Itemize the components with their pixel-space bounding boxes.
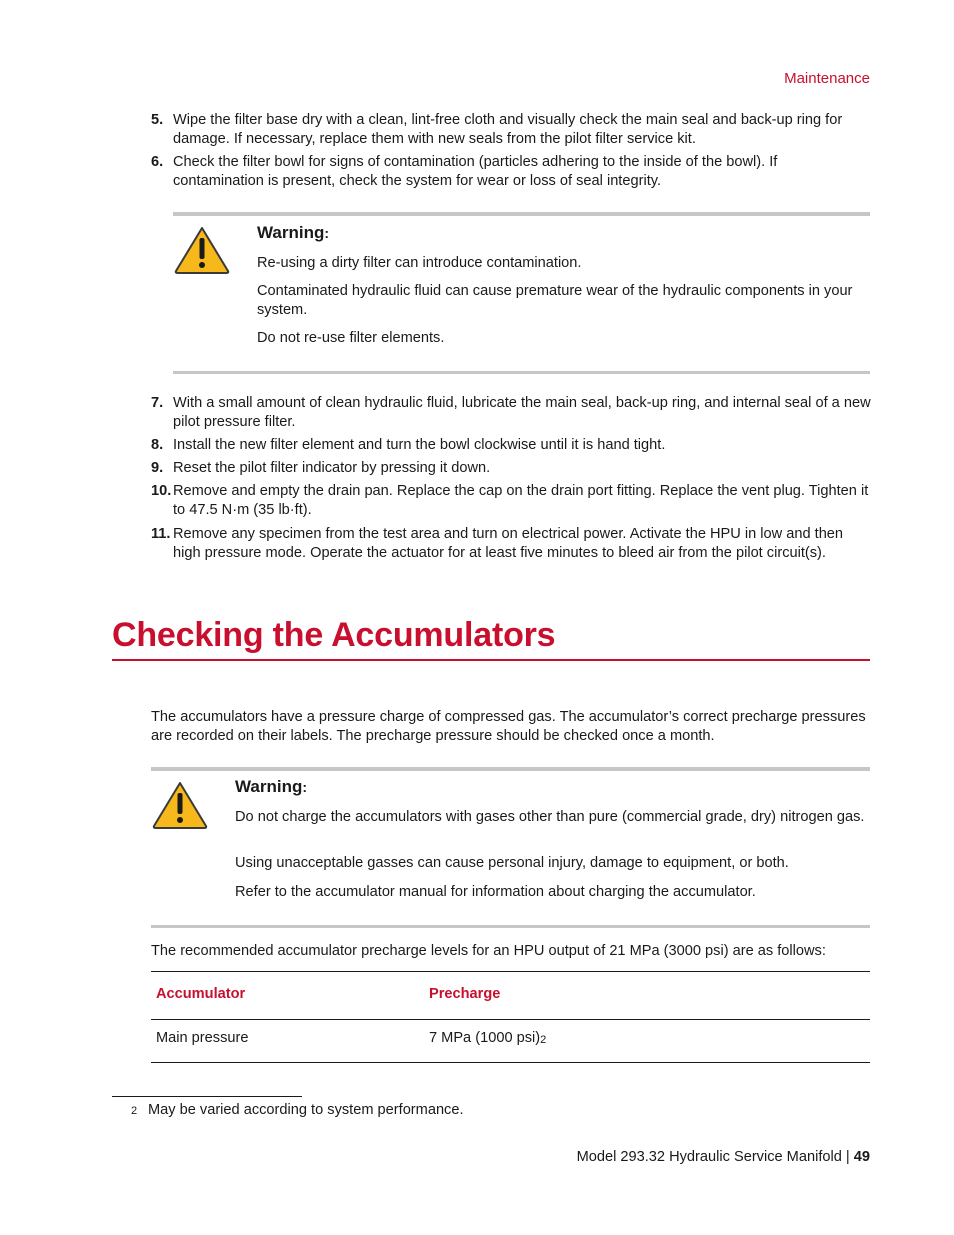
warning-triangle-icon <box>173 225 231 275</box>
step-11 <box>151 525 871 562</box>
warning-line: Re-using a dirty filter can introduce contamination. <box>257 255 582 271</box>
warning-title: Warning: <box>257 223 330 242</box>
step-number: 9. <box>151 460 164 476</box>
step-5 <box>151 111 871 148</box>
step-number: 7. <box>151 395 164 411</box>
warning-top-rule <box>173 212 870 216</box>
table-intro: The recommended accumulator precharge levels for an HPU output of 21 MPa (3000 psi) are as follows: <box>151 943 826 959</box>
step-number: 8. <box>151 437 164 453</box>
table-header-precharge: Precharge <box>429 986 501 1002</box>
warning-title: Warning: <box>235 777 308 796</box>
table-header-accumulator: Accumulator <box>156 986 246 1002</box>
step-text: With a small amount of clean hydraulic fluid, lubricate the main seal, back-up ring, and internal seal of a new pilot pressure filter. <box>173 395 871 430</box>
footnote-ref: 2 <box>540 1034 547 1046</box>
warning-line: Do not charge the accumulators with gases other than pure (commercial grade, dry) nitrogen gas. <box>235 809 865 825</box>
step-9 <box>151 459 871 478</box>
page-footer <box>577 1149 870 1165</box>
section-title: Checking the Accumulators <box>112 616 556 654</box>
footnote-rule <box>112 1096 302 1097</box>
section-title-rule <box>112 659 870 661</box>
table-bottom-rule <box>151 1062 870 1063</box>
step-7 <box>151 394 871 431</box>
table-top-rule <box>151 971 870 972</box>
warning-bottom-rule <box>151 925 870 928</box>
step-text: Remove any specimen from the test area and turn on electrical power. Activate the HPU in low and then high pressure mode. Operate the actuator for at least five minutes to bleed air from the pilot circuit(s). <box>173 526 844 561</box>
step-number: 11. <box>151 526 171 542</box>
section-header-label: Maintenance <box>784 70 870 87</box>
warning-line: Do not re-use filter elements. <box>257 330 445 346</box>
intro-paragraph: The accumulators have a pressure charge of compressed gas. The accumulator’s correct precharge pressures are recorded on their labels. The precharge pressure should be checked once a month. <box>151 709 866 744</box>
table-cell-accumulator: Main pressure <box>156 1030 249 1046</box>
footnote-text: May be varied according to system performance. <box>148 1102 464 1118</box>
step-8 <box>151 436 871 455</box>
footer-separator: | <box>841 1149 854 1165</box>
table-cell-precharge: 7 MPa (1000 $psi)_2$ <box>429 1030 547 1046</box>
footer-title: Model 293.32 Hydraulic Service Manifold <box>576 1149 842 1165</box>
warning-line: Refer to the accumulator manual for information about charging the accumulator. <box>235 884 756 900</box>
step-number: 5. <box>151 112 164 128</box>
warning-triangle-icon <box>151 780 209 830</box>
step-text: Reset the pilot filter indicator by pressing it down. <box>173 460 491 476</box>
step-number: 6. <box>151 154 164 170</box>
table-header-rule <box>151 1019 870 1020</box>
step-text: Wipe the filter base dry with a clean, lint-free cloth and visually check the main seal and back-up ring for damage. If necessary, replace them with new seals from the pilot filter service kit. <box>173 112 843 147</box>
step-number: 10. <box>151 483 172 499</box>
footnote-number: 2 <box>131 1105 138 1117</box>
step-text: Install the new filter element and turn the bowl clockwise until it is hand tight. <box>173 437 666 453</box>
page-number: 49 <box>853 1149 870 1165</box>
warning-bottom-rule <box>173 371 870 374</box>
step-6 <box>151 153 871 190</box>
warning-line: Using unacceptable gasses can cause personal injury, damage to equipment, or both. <box>235 855 789 871</box>
warning-top-rule <box>151 767 870 771</box>
warning-line: Contaminated hydraulic fluid can cause premature wear of the hydraulic components in your system. <box>257 283 853 318</box>
step-text: Check the filter bowl for signs of contamination (particles adhering to the inside of the bowl). If contamination is present, check the system for wear or loss of seal integrity. <box>173 154 778 189</box>
step-text: Remove and empty the drain pan. Replace the cap on the drain port fitting. Replace the vent plug. Tighten it to 47.5 N·m (35 lb·ft). <box>173 483 869 518</box>
step-10 <box>151 482 871 519</box>
